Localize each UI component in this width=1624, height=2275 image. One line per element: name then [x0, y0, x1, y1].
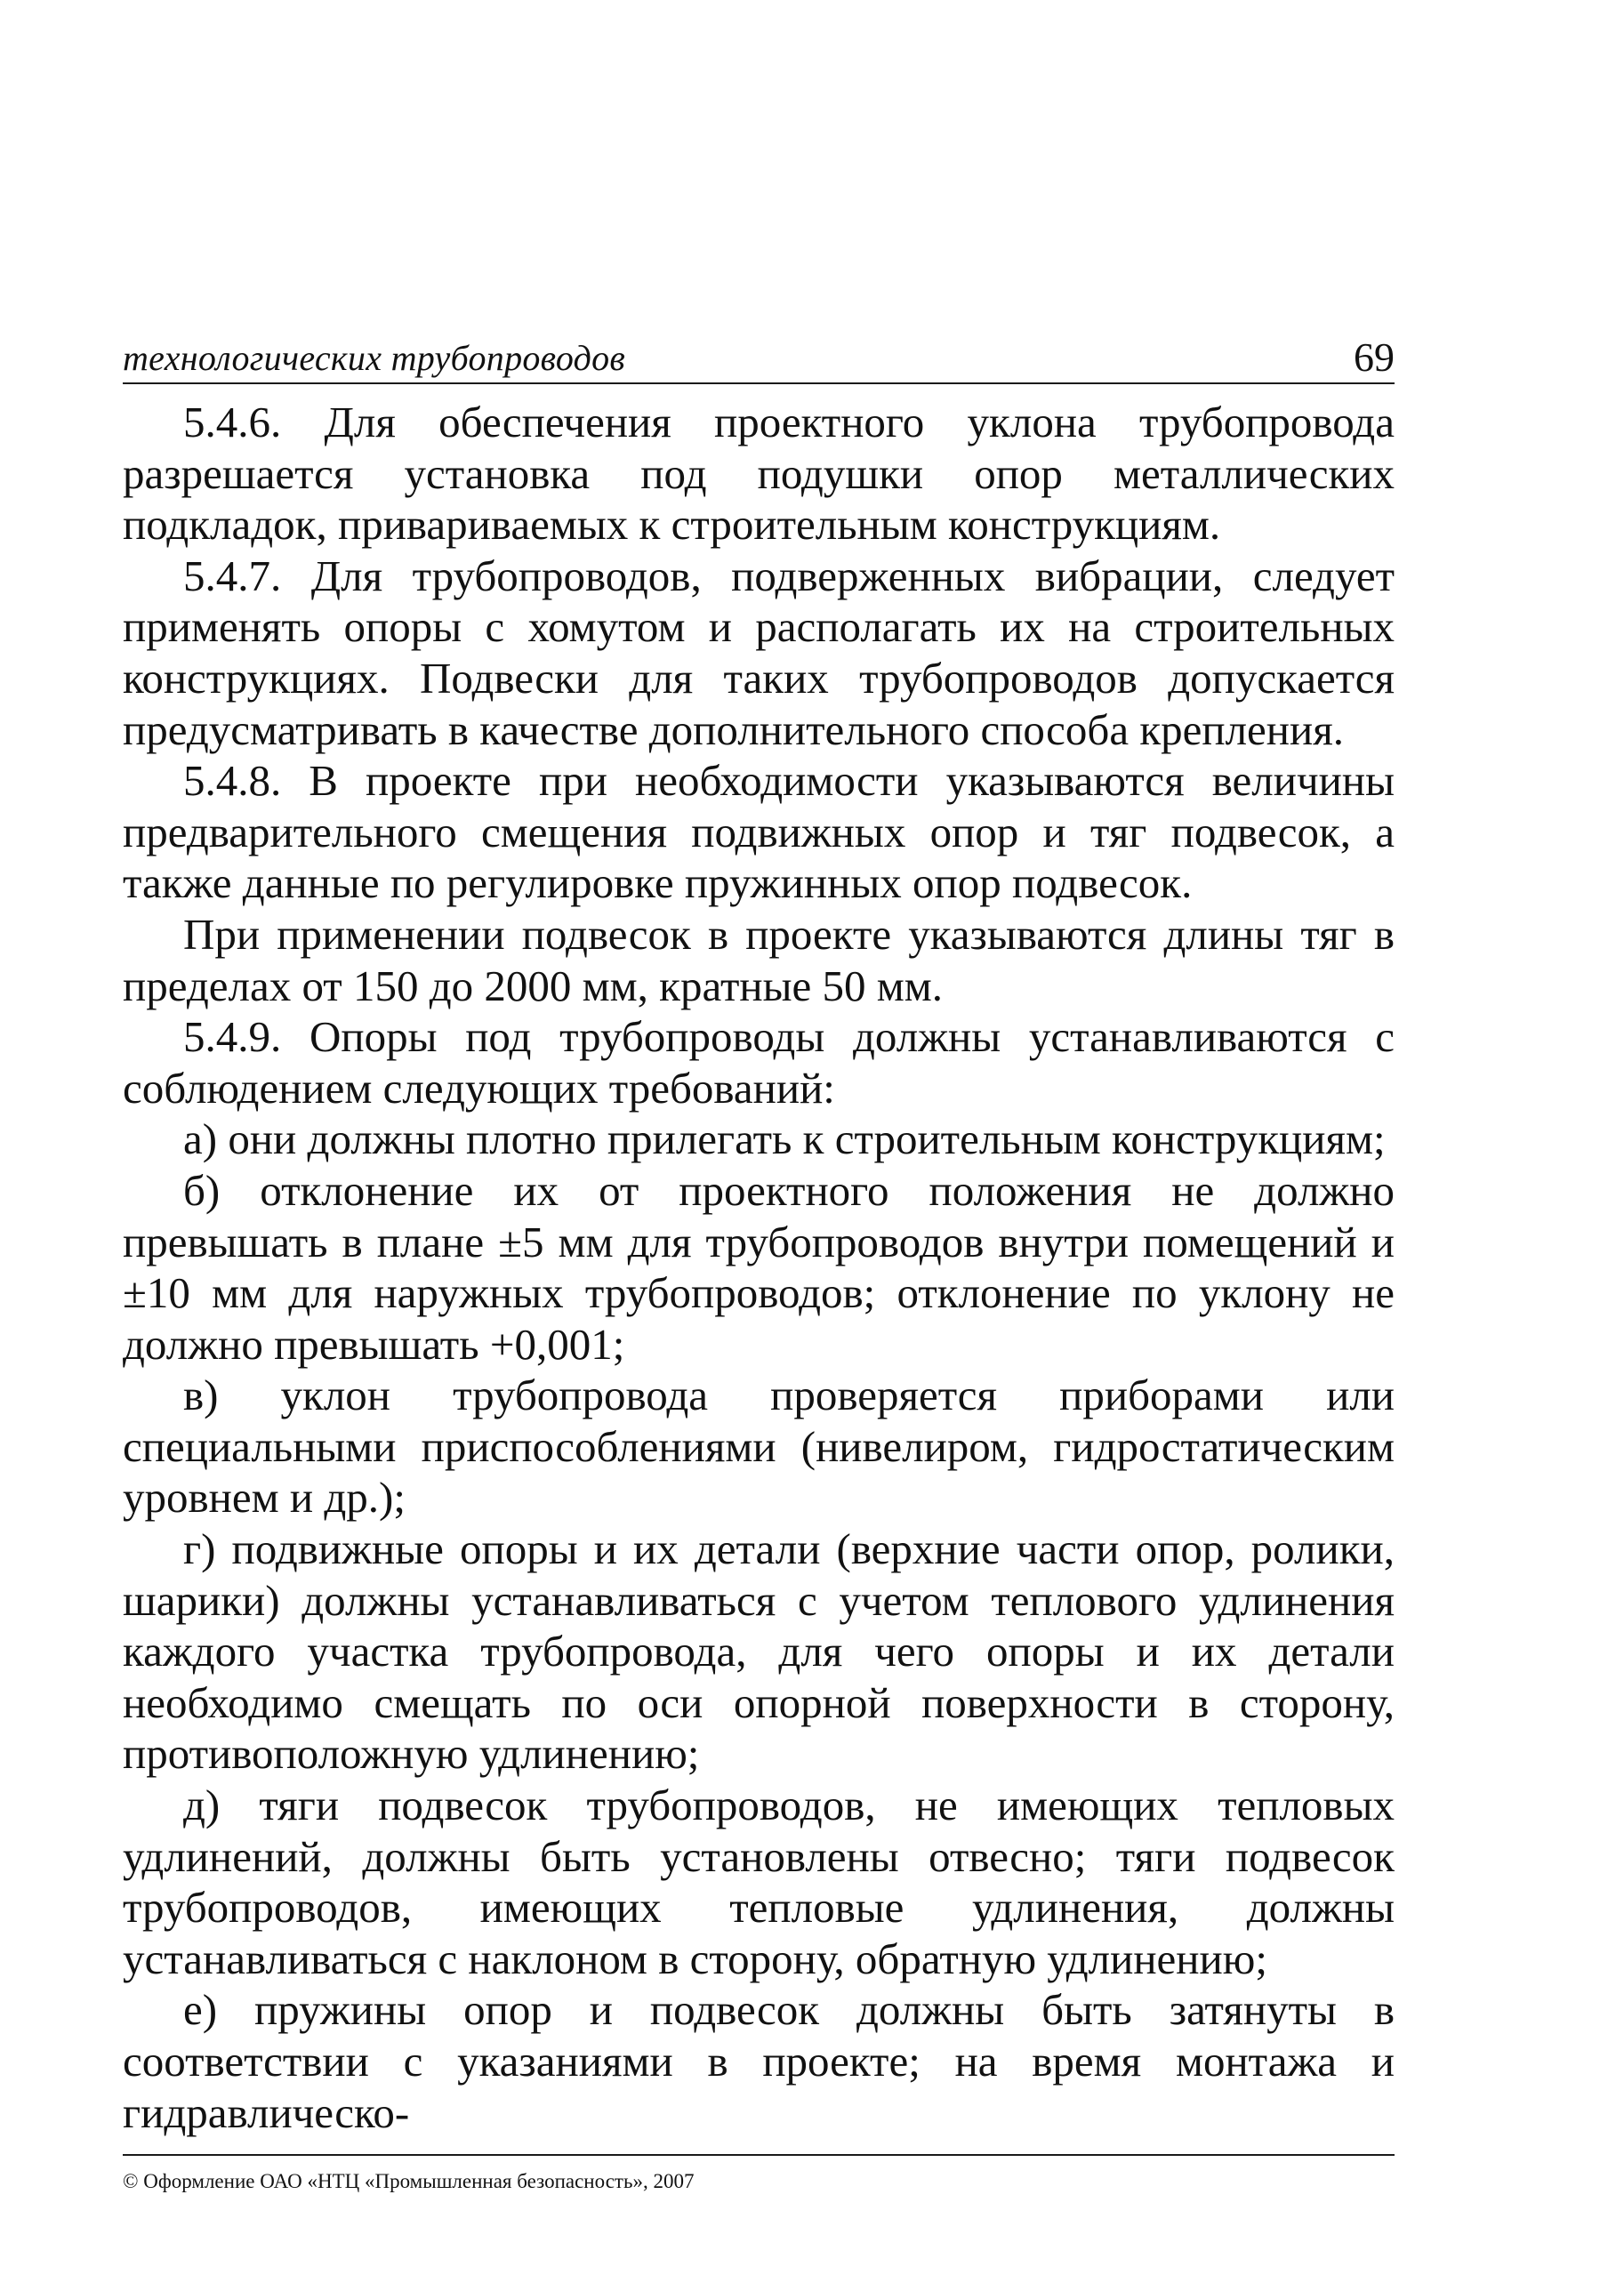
paragraph-5-4-6: 5.4.6. Для обеспечения проектного уклона трубопровода разрешается установка под подушки опор металлических подкладок, привариваемых к строительным конструкциям. [123, 398, 1395, 550]
list-item-e: е) пружины опор и подвесок должны быть затянуты в соответствии с указаниями в проекте; на время монтажа и гидравлическо- [123, 1985, 1395, 2137]
list-item-d: д) тяги подвесок трубопроводов, не имеющих тепловых удлинений, должны быть установлены отвесно; тяги подвесок трубопроводов, имеющих тепловые удлинения, должны устанавливаться с наклоном в сторону, обратную удлинению; [123, 1781, 1395, 1983]
paragraph-5-4-8: 5.4.8. В проекте при необходимости указываются величины предварительного смещения подвижных опор и тяг подвесок, а также данные по регулировке пружинных опор подвесок. [123, 756, 1395, 908]
list-item-a: а) они должны плотно прилегать к строительным конструкциям; [183, 1114, 1386, 1164]
body-text [123, 397, 1395, 2138]
list-item-g: г) подвижные опоры и их детали (верхние части опор, ролики, шарики) должны устанавливаться с учетом теплового удлинения каждого участка трубопровода, для чего опоры и их детали необходимо смещать по оси опорной поверхности в сторону, противоположную удлинению; [123, 1524, 1395, 1779]
running-header [123, 331, 1395, 384]
footer-copyright: © Оформление ОАО «НТЦ «Промышленная безопасность», 2007 [123, 2170, 695, 2192]
list-item-b: б) отклонение их от проектного положения не должно превышать в плане ±5 мм для трубопроводов внутри помещений и ±10 мм для наружных трубопроводов; отклонение по уклону не должно превышать +0,001; [123, 1165, 1395, 1369]
running-header-title: технологических трубопроводов [123, 338, 626, 378]
list-item-v: в) уклон трубопровода проверяется приборами или специальными приспособлениями (нивелиром, гидростатическим уровнем и др.); [123, 1371, 1395, 1523]
paragraph-suspension-lengths: При применении подвесок в проекте указываются длины тяг в пределах от 150 до 2000 мм, кратные 50 мм. [123, 909, 1395, 1010]
paragraph-5-4-9: 5.4.9. Опоры под трубопроводы должны устанавливаются с соблюдением следующих требований: [123, 1012, 1395, 1113]
page-number: 69 [1354, 334, 1395, 380]
footer-divider [123, 2154, 1395, 2156]
paragraph-5-4-7: 5.4.7. Для трубопроводов, подверженных вибрации, следует применять опоры с хомутом и располагать их на строительных конструкциях. Подвески для таких трубопроводов допускается предусматривать в качестве дополнительного способа крепления. [123, 551, 1395, 754]
